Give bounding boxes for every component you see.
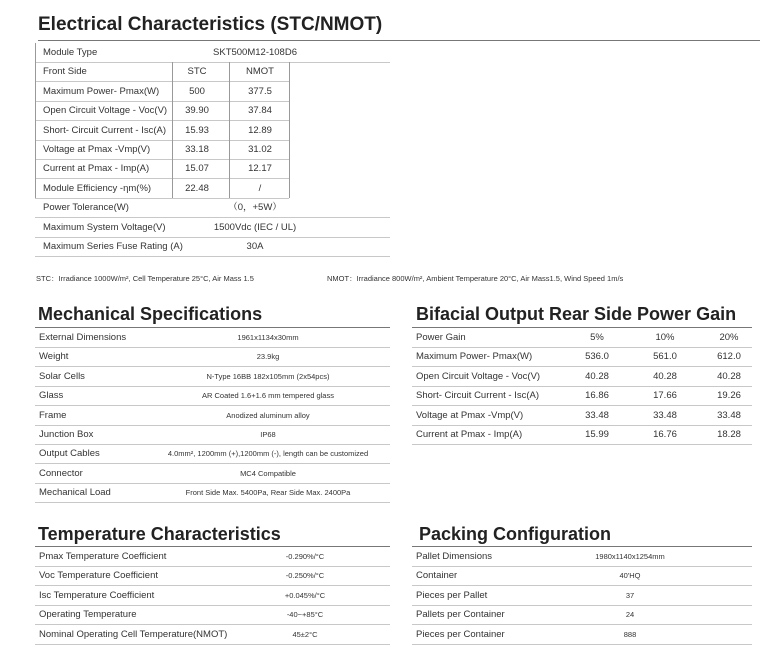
row-value: （0，+5W） bbox=[228, 202, 282, 214]
row-value: 23.9kg bbox=[256, 352, 280, 362]
table-row bbox=[35, 62, 289, 82]
gain-10-value: 10% bbox=[655, 332, 675, 343]
row-label: Glass bbox=[39, 390, 64, 402]
row-label: Operating Temperature bbox=[39, 609, 137, 621]
row-label: Power Gain bbox=[416, 332, 466, 343]
table-border bbox=[35, 43, 36, 198]
row-label: Front Side bbox=[43, 66, 87, 78]
row-label: Open Circuit Voltage - Voc(V) bbox=[43, 105, 168, 117]
row-label: Output Cables bbox=[39, 448, 100, 460]
nmot-value: 12.17 bbox=[248, 163, 272, 175]
row-value: 37 bbox=[625, 590, 635, 600]
temperature-title: Temperature Characteristics bbox=[38, 524, 281, 544]
bifacial-title: Bifacial Output Rear Side Power Gain bbox=[416, 304, 737, 324]
row-value: 888 bbox=[623, 629, 637, 639]
row-label: Voltage at Pmax -Vmp(V) bbox=[43, 144, 151, 155]
gain-5-value: 40.28 bbox=[585, 370, 609, 382]
stc-value: 15.07 bbox=[185, 163, 209, 175]
table-row bbox=[35, 82, 289, 102]
stc-value: 33.18 bbox=[185, 144, 209, 155]
row-value: -40~+85°C bbox=[286, 610, 324, 620]
stc-value: 22.48 bbox=[185, 182, 209, 194]
row-value: +0.045%/°C bbox=[284, 590, 326, 600]
gain-10-value: 16.76 bbox=[653, 429, 677, 440]
gain-20-value: 20% bbox=[719, 332, 739, 343]
gain-5-value: 536.0 bbox=[585, 351, 609, 363]
row-value: 4.0mm², 1200mm (+),1200mm (-), length can be customized bbox=[167, 449, 369, 459]
row-label: Connector bbox=[39, 467, 83, 479]
gain-20-value: 19.26 bbox=[717, 390, 741, 402]
table-row bbox=[412, 625, 752, 645]
row-label: Frame bbox=[39, 409, 67, 421]
table-row bbox=[412, 367, 752, 387]
table-row bbox=[35, 483, 390, 503]
row-label: Maximum System Voltage(V) bbox=[43, 221, 166, 233]
table-row bbox=[412, 425, 752, 445]
table-row bbox=[412, 347, 752, 367]
row-label: Isc Temperature Coefficient bbox=[39, 589, 155, 601]
nmot-value: 31.02 bbox=[248, 144, 272, 155]
row-label: Module Efficiency -ηm(%) bbox=[43, 182, 152, 194]
table-border bbox=[172, 62, 173, 198]
row-label: Current at Pmax - Imp(A) bbox=[43, 163, 150, 175]
table-row bbox=[35, 179, 289, 199]
gain-10-value: 40.28 bbox=[653, 370, 677, 382]
row-value: 24 bbox=[625, 610, 635, 620]
electrical-rule bbox=[38, 40, 760, 41]
row-label: Short- Circuit Current - Isc(A) bbox=[416, 390, 539, 402]
gain-10-value: 561.0 bbox=[653, 351, 677, 363]
row-label: Pieces per Pallet bbox=[416, 589, 488, 601]
table-border bbox=[289, 62, 290, 198]
row-value: 1980x1140x1254mm bbox=[595, 552, 665, 561]
stc-note: STC：Irradiance 1000W/m², Cell Temperature 25°C, Air Mass 1.5 bbox=[36, 274, 254, 283]
gain-5-value: 15.99 bbox=[585, 429, 609, 440]
table-row bbox=[35, 605, 390, 625]
row-label: Mechanical Load bbox=[39, 487, 111, 499]
stc-value: 500 bbox=[189, 85, 205, 97]
row-label: Voltage at Pmax -Vmp(V) bbox=[416, 409, 524, 421]
table-row bbox=[412, 547, 752, 567]
row-label: Nominal Operating Cell Temperature(NMOT) bbox=[39, 628, 228, 640]
row-value: AR Coated 1.6+1.6 mm tempered glass bbox=[202, 391, 334, 401]
electrical-title: Electrical Characteristics (STC/NMOT) bbox=[38, 14, 383, 35]
row-label: Container bbox=[416, 570, 458, 582]
row-label: Pallets per Container bbox=[416, 609, 505, 621]
row-value: Anodized aluminum alloy bbox=[226, 410, 310, 420]
table-row bbox=[35, 444, 390, 464]
table-row bbox=[35, 101, 289, 121]
row-value: 1500Vdc (IEC / UL) bbox=[213, 221, 297, 233]
table-row bbox=[412, 586, 752, 606]
table-row bbox=[35, 625, 390, 645]
row-value: -0.290%/°C bbox=[285, 552, 325, 561]
table-row bbox=[35, 464, 390, 484]
row-label: Short- Circuit Current - Isc(A) bbox=[43, 124, 166, 136]
mechanical-title: Mechanical Specifications bbox=[38, 304, 263, 324]
row-value: N-Type 16BB 182x105mm (2x54pcs) bbox=[206, 371, 330, 381]
table-row bbox=[35, 159, 289, 179]
table-row bbox=[35, 218, 390, 238]
table-row bbox=[412, 406, 752, 426]
row-value: 30A bbox=[246, 241, 264, 252]
nmot-value: 377.5 bbox=[248, 85, 272, 97]
row-label: Current at Pmax - Imp(A) bbox=[416, 429, 523, 440]
row-label: Maximum Power- Pmax(W) bbox=[43, 85, 160, 97]
row-label: Open Circuit Voltage - Voc(V) bbox=[416, 370, 541, 382]
nmot-value: / bbox=[258, 182, 262, 194]
row-label: Weight bbox=[39, 351, 69, 363]
table-row bbox=[35, 140, 289, 160]
nmot-value: NMOT bbox=[246, 66, 274, 78]
row-label: Pieces per Container bbox=[416, 628, 505, 640]
row-label: External Dimensions bbox=[39, 332, 127, 343]
row-label: Solar Cells bbox=[39, 370, 85, 382]
table-row bbox=[412, 328, 752, 348]
row-value: SKT500M12-108D6 bbox=[213, 47, 297, 58]
row-label: Voc Temperature Coefficient bbox=[39, 570, 158, 582]
table-row bbox=[35, 566, 390, 586]
table-row bbox=[35, 367, 390, 387]
row-value: 45±2°C bbox=[292, 629, 318, 639]
table-row bbox=[412, 566, 752, 586]
row-label: Maximum Power- Pmax(W) bbox=[416, 351, 533, 363]
table-row bbox=[35, 328, 390, 348]
table-row bbox=[35, 547, 390, 567]
row-value: MC4 Compatible bbox=[240, 468, 296, 478]
gain-10-value: 17.66 bbox=[653, 390, 677, 402]
row-value: 1961x1134x30mm bbox=[237, 333, 299, 342]
nmot-value: 12.89 bbox=[248, 124, 272, 136]
table-row bbox=[35, 198, 390, 218]
table-border bbox=[229, 62, 230, 198]
table-row bbox=[35, 237, 390, 257]
nmot-value: 37.84 bbox=[248, 105, 272, 117]
row-value: IP68 bbox=[260, 430, 276, 439]
row-label: Module Type bbox=[43, 47, 98, 58]
gain-10-value: 33.48 bbox=[653, 409, 677, 421]
table-row bbox=[35, 406, 390, 426]
table-row bbox=[412, 605, 752, 625]
stc-value: 39.90 bbox=[185, 105, 209, 117]
stc-value: STC bbox=[187, 66, 207, 78]
table-row bbox=[35, 586, 390, 606]
row-label: Pmax Temperature Coefficient bbox=[39, 551, 167, 562]
gain-5-value: 16.86 bbox=[585, 390, 609, 402]
stc-value: 15.93 bbox=[185, 124, 209, 136]
gain-20-value: 18.28 bbox=[717, 429, 741, 440]
gain-20-value: 40.28 bbox=[717, 370, 741, 382]
gain-5-value: 33.48 bbox=[585, 409, 609, 421]
table-row bbox=[35, 425, 390, 445]
row-value: -0.250%/°C bbox=[285, 571, 325, 581]
gain-20-value: 33.48 bbox=[717, 409, 741, 421]
packing-title: Packing Configuration bbox=[419, 524, 612, 544]
row-label: Power Tolerance(W) bbox=[43, 202, 129, 214]
row-label: Junction Box bbox=[39, 429, 94, 440]
nmot-note: NMOT：Irradiance 800W/m², Ambient Temperature 20°C, Air Mass1.5, Wind Speed 1m/s bbox=[327, 274, 624, 283]
table-row bbox=[35, 347, 390, 367]
row-label: Maximum Series Fuse Rating (A) bbox=[43, 241, 183, 252]
row-value: Front Side Max. 5400Pa, Rear Side Max. 2400Pa bbox=[185, 488, 351, 498]
row-label: Pallet Dimensions bbox=[416, 551, 493, 562]
row-value: 40'HQ bbox=[619, 571, 641, 581]
table-row bbox=[35, 43, 390, 63]
gain-20-value: 612.0 bbox=[717, 351, 741, 363]
table-row bbox=[35, 121, 289, 141]
gain-5-value: 5% bbox=[590, 332, 604, 343]
table-row bbox=[35, 386, 390, 406]
table-row bbox=[412, 386, 752, 406]
